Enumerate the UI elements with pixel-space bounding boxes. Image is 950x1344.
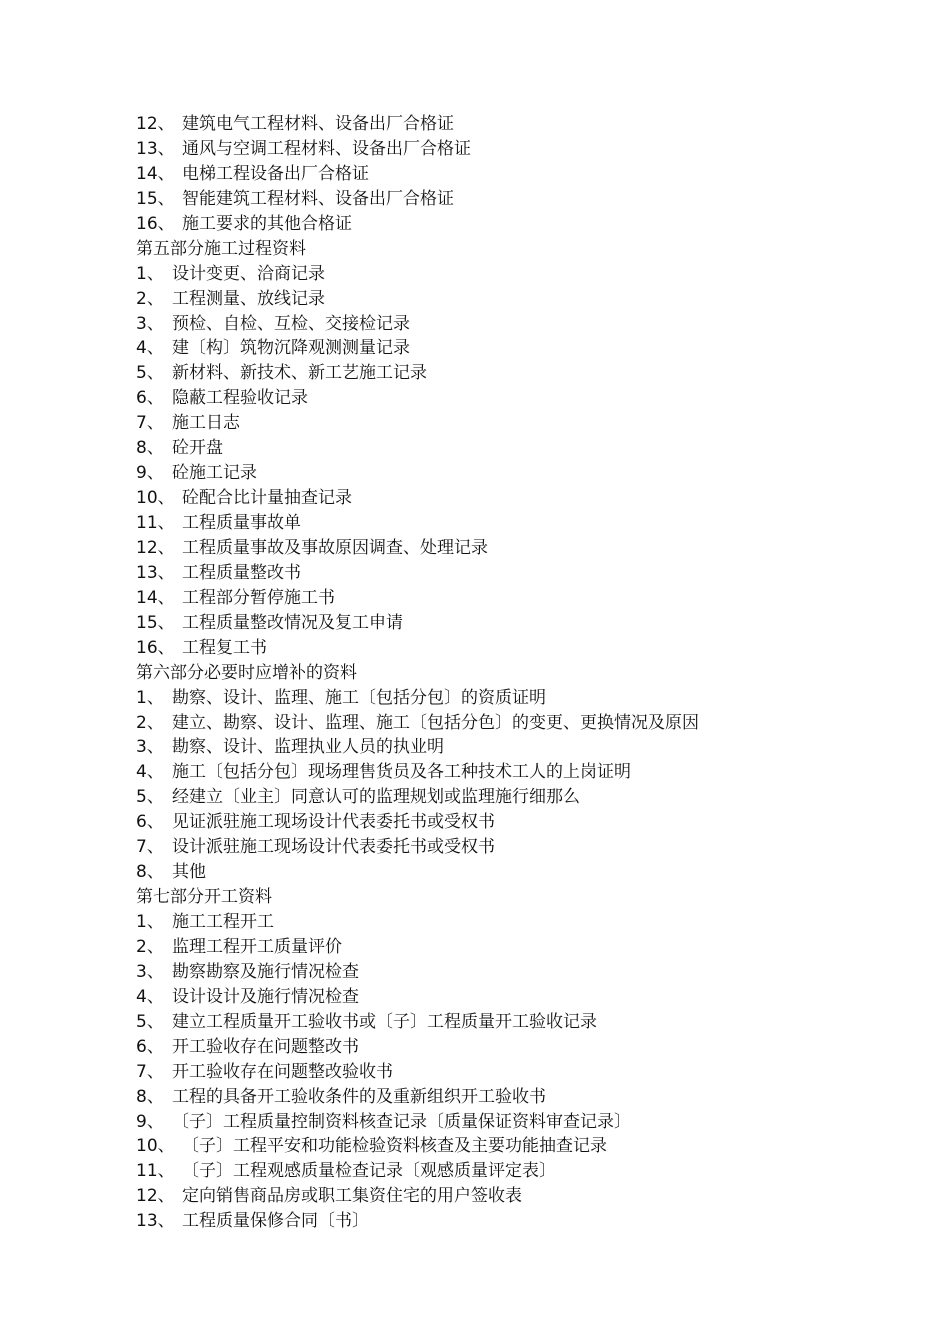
list-item — [136, 137, 896, 162]
list-item-text: 〔子〕工程观感质量检查记录〔观感质量评定表〕 — [182, 1161, 556, 1182]
list-item-number: 8、 — [136, 438, 164, 459]
section-heading: 第六部分必要时应增补的资料 — [136, 662, 357, 683]
list-item — [136, 511, 896, 536]
list-item-text: 施工要求的其他合格证 — [182, 213, 352, 234]
list-item — [136, 361, 896, 386]
list-item-number: 1、 — [136, 263, 164, 284]
list-item-text: 工程质量整改书 — [182, 562, 301, 583]
list-item-number: 12、 — [136, 114, 175, 134]
list-item — [136, 910, 896, 935]
list-item — [136, 411, 896, 436]
list-item — [136, 1010, 896, 1035]
list-item-number: 14、 — [136, 587, 175, 608]
list-item-number: 4、 — [136, 762, 164, 783]
list-item — [136, 860, 896, 885]
list-item-text: 智能建筑工程材料、设备出厂合格证 — [182, 188, 454, 209]
list-item — [136, 760, 896, 785]
list-item — [136, 985, 896, 1010]
list-item-number: 5、 — [136, 1011, 164, 1032]
list-item-number: 9、 — [136, 463, 164, 484]
list-item — [136, 561, 896, 586]
list-item-text: 工程测量、放线记录 — [172, 288, 325, 309]
list-item-number: 5、 — [136, 787, 164, 808]
list-item-text: 建立、勘察、设计、监理、施工〔包括分色〕的变更、更换情况及原因 — [172, 712, 699, 733]
list-item-text: 建筑电气工程材料、设备出厂合格证 — [182, 114, 454, 134]
list-item-text: 预检、自检、互检、交接检记录 — [172, 313, 410, 334]
list-item-number: 1、 — [136, 687, 164, 708]
list-item-text: 定向销售商品房或职工集资住宅的用户签收表 — [182, 1186, 522, 1207]
list-item — [136, 287, 896, 312]
list-item — [136, 262, 896, 287]
list-item-text: 〔子〕工程质量控制资料核查记录〔质量保证资料审查记录〕 — [172, 1111, 631, 1132]
list-item-number: 12、 — [136, 1186, 175, 1207]
list-item-text: 其他 — [172, 862, 206, 883]
list-item-number: 15、 — [136, 612, 175, 633]
list-item-number: 15、 — [136, 188, 175, 209]
list-item-text: 砼施工记录 — [172, 463, 257, 484]
list-item-number: 13、 — [136, 138, 175, 159]
list-item-text: 设计设计及施行情况检查 — [172, 986, 359, 1007]
list-item-text: 工程质量保修合同〔书〕 — [182, 1211, 369, 1232]
list-item-text: 砼配合比计量抽查记录 — [182, 488, 352, 509]
list-item-number: 13、 — [136, 562, 175, 583]
list-item — [136, 336, 896, 361]
list-item-number: 10、 — [136, 1136, 175, 1157]
list-item-number: 3、 — [136, 313, 164, 334]
list-item — [136, 1060, 896, 1085]
list-item-text: 建〔构〕筑物沉降观测测量记录 — [172, 338, 410, 359]
list-item-text: 设计派驻施工现场设计代表委托书或受权书 — [172, 837, 495, 858]
list-item-number: 4、 — [136, 986, 164, 1007]
list-item-number: 8、 — [136, 1086, 164, 1107]
list-item — [136, 711, 896, 736]
list-item — [136, 112, 896, 137]
list-item — [136, 162, 896, 187]
list-item-number: 3、 — [136, 961, 164, 982]
list-item — [136, 960, 896, 985]
list-item-number: 7、 — [136, 413, 164, 434]
list-item — [136, 1209, 896, 1234]
list-item — [136, 1085, 896, 1110]
list-item-text: 〔子〕工程平安和功能检验资料核查及主要功能抽查记录 — [182, 1136, 607, 1157]
list-item-text: 隐蔽工程验收记录 — [172, 388, 308, 409]
list-item-number: 9、 — [136, 1111, 164, 1132]
list-item-text: 施工日志 — [172, 413, 240, 434]
list-item-number: 2、 — [136, 288, 164, 309]
list-item — [136, 1035, 896, 1060]
list-item-text: 见证派驻施工现场设计代表委托书或受权书 — [172, 812, 495, 833]
list-item-text: 工程质量整改情况及复工申请 — [182, 612, 403, 633]
list-item — [136, 461, 896, 486]
list-item — [136, 586, 896, 611]
list-item-number: 8、 — [136, 862, 164, 883]
list-item-number: 2、 — [136, 712, 164, 733]
list-item-number: 6、 — [136, 812, 164, 833]
list-item-text: 经建立〔业主〕同意认可的监理规划或监理施行细那么 — [172, 787, 580, 808]
section-heading: 第七部分开工资料 — [136, 887, 272, 908]
list-item-number: 1、 — [136, 912, 164, 932]
list-item — [136, 785, 896, 810]
list-item-text: 工程质量事故及事故原因调查、处理记录 — [182, 537, 488, 558]
list-item — [136, 1134, 896, 1159]
list-item — [136, 536, 896, 561]
list-item — [136, 187, 896, 212]
list-item-number: 12、 — [136, 537, 175, 558]
list-item-number: 16、 — [136, 637, 175, 658]
list-item — [136, 935, 896, 960]
list-item — [136, 486, 896, 511]
list-item-text: 设计变更、洽商记录 — [172, 263, 325, 284]
list-item — [136, 686, 896, 711]
list-item — [136, 1159, 896, 1184]
list-item-text: 开工验收存在问题整改验收书 — [172, 1061, 393, 1082]
list-item-number: 11、 — [136, 513, 175, 533]
list-item-text: 施工工程开工 — [172, 912, 274, 932]
document-body — [136, 112, 896, 1234]
list-item-number: 2、 — [136, 936, 164, 957]
list-item-number: 3、 — [136, 737, 164, 758]
list-item-number: 16、 — [136, 213, 175, 234]
list-item-text: 监理工程开工质量评价 — [172, 936, 342, 957]
list-item-text: 开工验收存在问题整改书 — [172, 1036, 359, 1057]
list-item — [136, 212, 896, 237]
list-item-text: 工程质量事故单 — [182, 513, 301, 533]
list-item-number: 7、 — [136, 837, 164, 858]
list-item — [136, 386, 896, 411]
list-item-number: 11、 — [136, 1161, 175, 1182]
list-item-text: 工程的具备开工验收条件的及重新组织开工验收书 — [172, 1086, 546, 1107]
list-item — [136, 611, 896, 636]
list-item-text: 工程复工书 — [182, 637, 267, 658]
list-item-text: 建立工程质量开工验收书或〔子〕工程质量开工验收记录 — [172, 1011, 597, 1032]
section-heading: 第五部分施工过程资料 — [136, 238, 306, 259]
list-item-text: 勘察、设计、监理、施工〔包括分包〕的资质证明 — [172, 687, 546, 708]
list-item — [136, 312, 896, 337]
list-item-text: 工程部分暂停施工书 — [182, 587, 335, 608]
list-item-number: 5、 — [136, 363, 164, 384]
list-item-number: 13、 — [136, 1211, 175, 1232]
list-item-text: 通风与空调工程材料、设备出厂合格证 — [182, 138, 471, 159]
list-item-number: 10、 — [136, 488, 175, 509]
list-item — [136, 1184, 896, 1209]
list-item — [136, 636, 896, 661]
list-item — [136, 810, 896, 835]
list-item — [136, 1110, 896, 1135]
list-item-text: 施工〔包括分包〕现场理售货员及各工种技术工人的上岗证明 — [172, 762, 631, 783]
list-item-number: 4、 — [136, 338, 164, 359]
list-item-text: 电梯工程设备出厂合格证 — [182, 163, 369, 184]
list-item-text: 勘察勘察及施行情况检查 — [172, 961, 359, 982]
list-item-number: 6、 — [136, 388, 164, 409]
list-item-text: 新材料、新技术、新工艺施工记录 — [172, 363, 427, 384]
list-item-text: 勘察、设计、监理执业人员的执业明 — [172, 737, 444, 758]
list-item — [136, 735, 896, 760]
list-item-number: 7、 — [136, 1061, 164, 1082]
list-item-number: 6、 — [136, 1036, 164, 1057]
list-item — [136, 436, 896, 461]
list-item — [136, 835, 896, 860]
list-item-number: 14、 — [136, 163, 175, 184]
list-item-text: 砼开盘 — [172, 438, 223, 459]
